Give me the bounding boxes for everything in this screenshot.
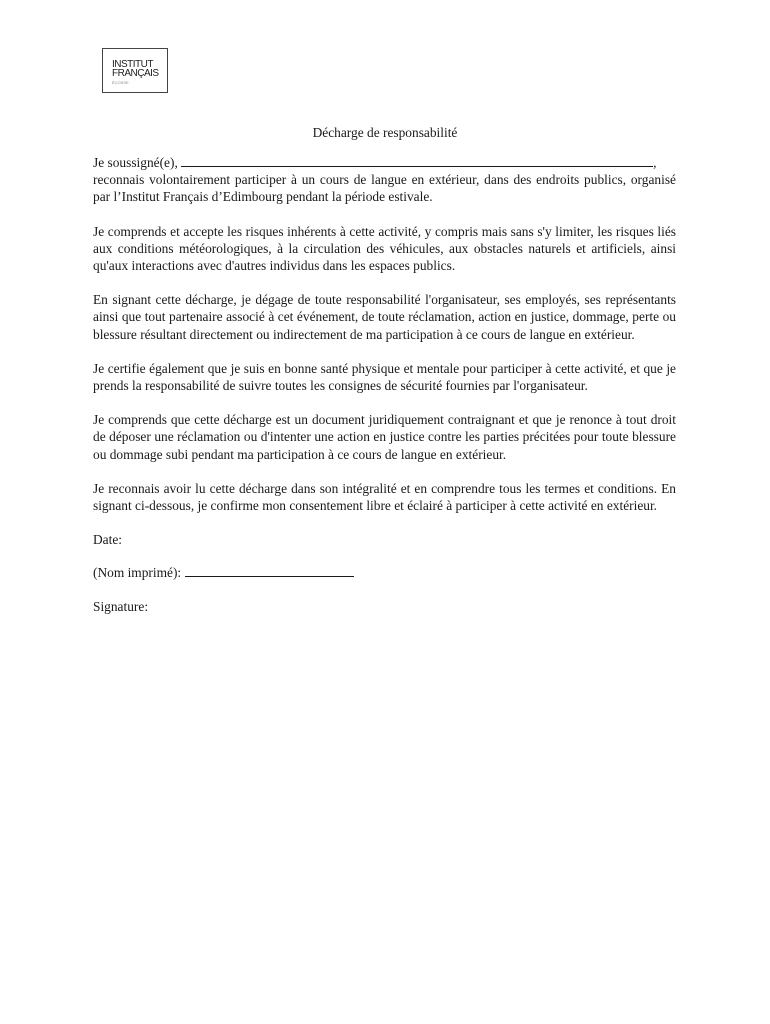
intro-suffix: , [653, 155, 657, 170]
printed-name-label: (Nom imprimé): [93, 565, 185, 581]
name-blank-line[interactable] [181, 154, 653, 167]
signature-field [93, 598, 676, 615]
intro-prefix: Je soussigné(e), [93, 155, 182, 170]
printed-name-blank-line[interactable] [185, 564, 354, 577]
paragraph-release: En signant cette décharge, je dégage de toute responsabilité l'organisateur, ses employés, ses représentants ainsi que tout partenaire associé à cet événement, de toute réclamation, action en justice, dommage, perte ou blessure résultant directement ou indirectement de ma participation à ce cours de langue en extérieur. [93, 292, 676, 342]
logo-line-3: ÉCOSSE [112, 80, 129, 85]
paragraph-health: Je certifie également que je suis en bonne santé physique et mentale pour participer à cette activité, et que je prends la responsabilité de suivre toutes les consignes de sécurité fournies par l'organisateur. [93, 360, 676, 394]
document-title: Décharge de responsabilité [312, 125, 458, 140]
signature-label: Signature: [93, 598, 149, 614]
paragraph-risks: Je comprends et accepte les risques inhérents à cette activité, y compris mais sans s'y limiter, les risques liés aux conditions météorologiques, à la circulation des véhicules, aux obstacles naturels et artificiels, ainsi qu'aux interactions avec d'autres individus dans les espaces publics. [93, 223, 676, 274]
logo-line-2: FRANÇAIS [112, 68, 159, 79]
intro-rest: reconnais volontairement participer à un cours de langue en extérieur, dans des endroits publics, organisé par l’Institut Français d’Edimbourg pendant la période estivale. [93, 172, 676, 205]
paragraph-binding: Je comprends que cette décharge est un document juridiquement contraignant et que je renonce à tout droit de déposer une réclamation ou d'intenter une action en justice contre les parties précitées pour toute blessure ou dommage subi pendant ma participation à ce cours de langue en extérieur. [93, 412, 676, 462]
intro-paragraph [93, 154, 676, 206]
document-body [93, 154, 676, 631]
paragraph-acknowledgement: Je reconnais avoir lu cette décharge dans son intégralité et en comprendre tous les termes et conditions. En signant ci-dessous, je confirme mon consentement libre et éclairé à participer à cette activité en extérieur. [93, 480, 676, 514]
date-label: Date: [93, 532, 122, 548]
logo-line-1: INSTITUT [112, 59, 153, 70]
date-field [93, 531, 676, 548]
institut-francais-logo [102, 48, 168, 93]
printed-name-field [93, 564, 676, 581]
